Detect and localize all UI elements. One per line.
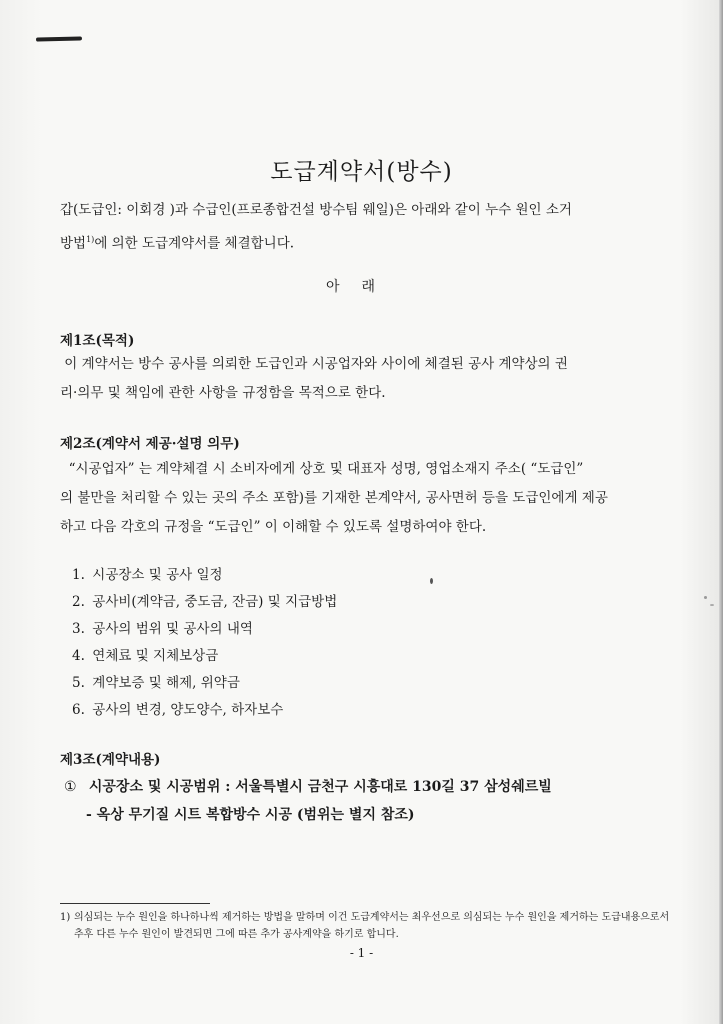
list-item: 2. 공사비(계약금, 중도금, 잔금) 및 지급방법 (72, 594, 338, 610)
article-1-line-2: 리·의무 및 책임에 관한 사항을 규정함을 목적으로 한다. (60, 385, 386, 401)
article-1-line-1: 이 계약서는 방수 공사를 의뢰한 도급인과 시공업자와 사이에 체결된 공사 계약상의 권 (64, 356, 568, 372)
article-2-line-2: 의 불만을 처리할 수 있는 곳의 주소 포함)를 기재한 본계약서, 공사면허 등을 도급인에게 제공 (60, 490, 608, 506)
scan-speck (704, 596, 707, 599)
list-item: 1. 시공장소 및 공사 일정 (72, 567, 223, 583)
intro-line-2-post: 에 의한 도급계약서를 체결합니다. (94, 235, 295, 252)
article-3-item-1-text: 시공장소 및 시공범위 : 서울특별시 금천구 시흥대로 130길 37 삼성쉐르빌 (88, 779, 552, 795)
article-3-item-1 (64, 776, 552, 796)
list-item: 4. 연체료 및 지체보상금 (72, 648, 219, 664)
intro-paragraph (60, 196, 670, 259)
scan-speck (430, 578, 433, 584)
article-2-heading: 제2조(계약서 제공·설명 의무) (60, 436, 240, 452)
intro-line-1: 갑(도급인: 이회경 )과 수급인(프로종합건설 방수팀 웨일)은 아래와 같이 누수 원인 소거 (60, 202, 572, 218)
list-item: 5. 계약보증 및 해제, 위약금 (72, 675, 240, 691)
article-3-heading: 제3조(계약내용) (60, 752, 161, 768)
list-item: 6. 공사의 변경, 양도양수, 하자보수 (72, 702, 284, 718)
article-2-line-1: “시공업자” 는 계약체결 시 소비자에게 상호 및 대표자 성명, 영업소재지 주소( “도급인” (68, 461, 584, 477)
footnote-reference: 1) (86, 235, 95, 244)
footnote-number: 1) (60, 912, 71, 923)
article-2-line-3: 하고 다음 각호의 규정을 “도급인” 이 이해할 수 있도록 설명하여야 한다. (60, 519, 487, 535)
page-number: - 1 - (349, 946, 374, 960)
article-2-body (60, 455, 670, 542)
footnote-text: 의심되는 누수 원인을 하나하나씩 제거하는 방법을 말하며 이건 도급계약서는 최우선으로 의심되는 누수 원인을 제거하는 도급내용으로서 추후 다른 누수 원인이 발견되면 그에 따른 추가 공사계약을 하기로 합니다. (74, 912, 670, 940)
footnote (60, 909, 680, 943)
article-1-heading: 제1조(목적) (60, 333, 135, 349)
item-marker: ① (64, 779, 77, 795)
intro-line-2-pre: 방법 (60, 235, 87, 252)
article-2-list (72, 562, 337, 724)
scan-mark (36, 36, 82, 41)
document-title: 도급계약서(방수) (270, 159, 453, 186)
scan-speck (710, 604, 714, 606)
section-heading-below: 아래 (325, 279, 398, 295)
article-3-item-1-sub: - 옥상 무기질 시트 복합방수 시공 (범위는 별지 참조) (86, 807, 415, 823)
article-1-body (60, 350, 670, 408)
footnote-divider (60, 903, 210, 904)
list-item: 3. 공사의 범위 및 공사의 내역 (72, 621, 253, 637)
